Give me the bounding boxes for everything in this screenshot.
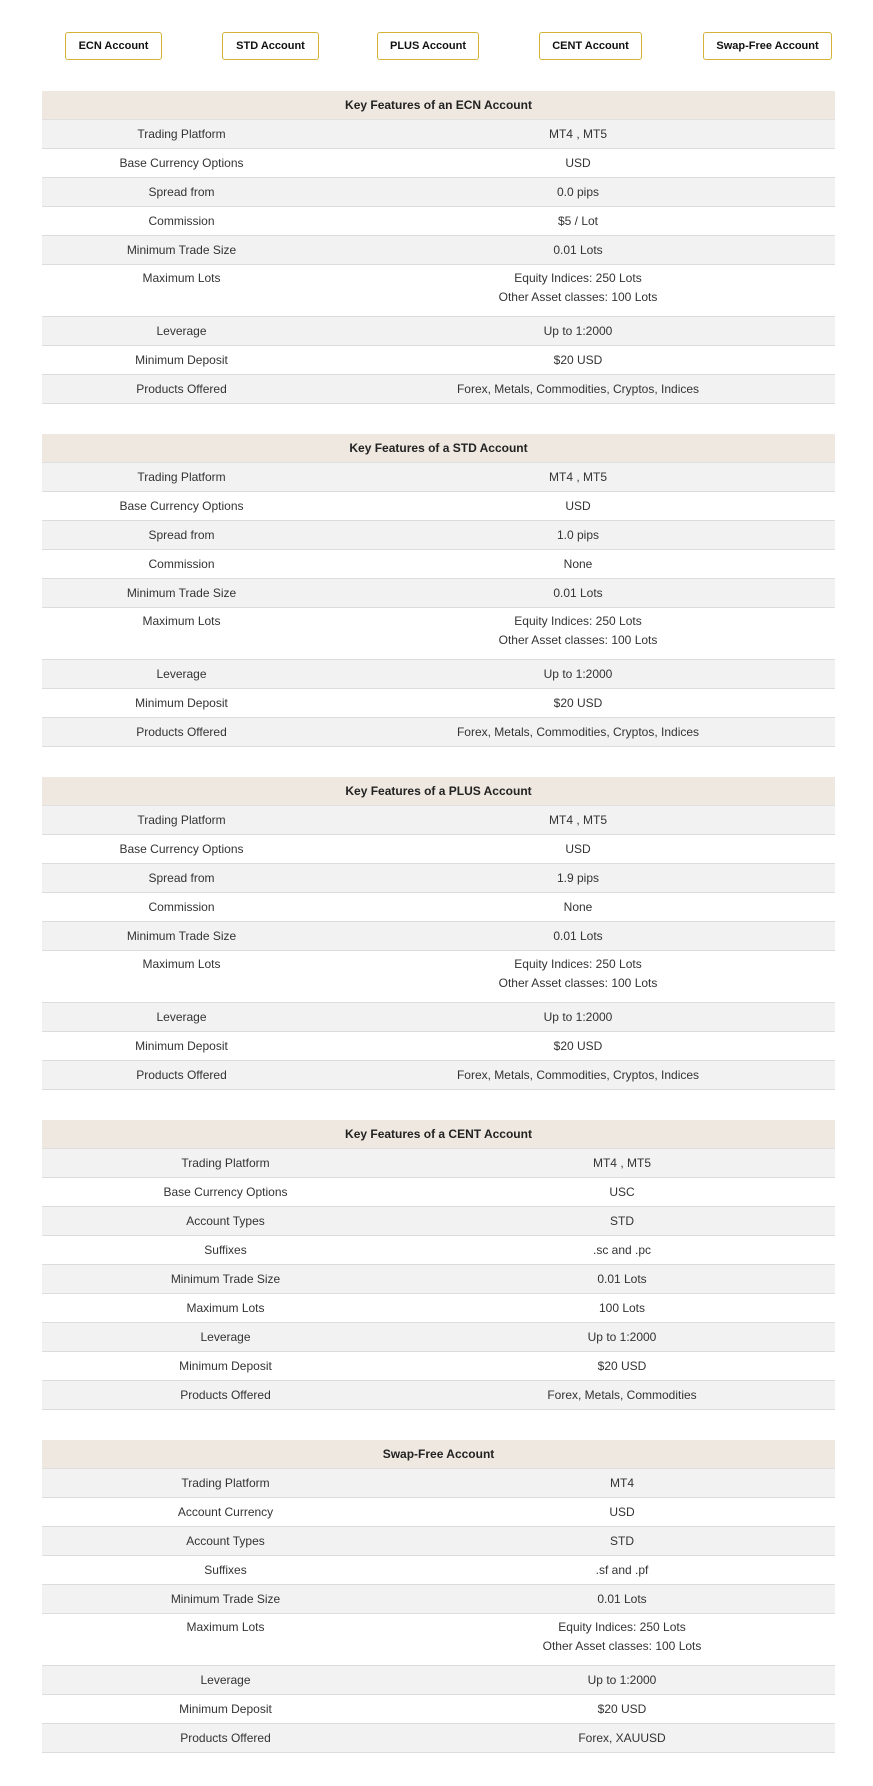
feature-value (321, 149, 835, 178)
feature-label: Minimum Deposit (42, 1352, 409, 1381)
feature-label: Base Currency Options (42, 492, 321, 521)
feature-value-line: Up to 1:2000 (543, 1009, 613, 1024)
table-row (42, 1236, 835, 1265)
tab-std-account[interactable]: STD Account (222, 32, 319, 60)
feature-value-line: MT4 , MT5 (592, 1155, 651, 1170)
std-features-table (42, 434, 835, 747)
feature-label: Maximum Lots (42, 265, 321, 317)
table-row (42, 1556, 835, 1585)
table-row (42, 608, 835, 660)
feature-label: Suffixes (42, 1556, 409, 1585)
feature-label: Minimum Deposit (42, 1695, 409, 1724)
table-title: Key Features of a PLUS Account (42, 777, 835, 806)
feature-label: Leverage (42, 660, 321, 689)
feature-value (409, 1265, 835, 1294)
table-row (42, 1032, 835, 1061)
table-row (42, 922, 835, 951)
feature-value-line: $20 USD (553, 1038, 603, 1053)
feature-value (321, 951, 835, 1003)
feature-value-line: Forex, Metals, Commodities, Cryptos, Indices (456, 1067, 700, 1082)
table-row (42, 835, 835, 864)
feature-value-line: Equity Indices: 250 Lots (514, 614, 642, 628)
feature-label: Minimum Trade Size (42, 1265, 409, 1294)
swap-free-features-table (42, 1440, 835, 1753)
feature-value-line: Up to 1:2000 (543, 666, 613, 681)
feature-value (321, 1061, 835, 1090)
feature-value-line: MT4 (610, 1475, 634, 1490)
feature-value (409, 1724, 835, 1753)
feature-value-line: Forex, Metals, Commodities, Cryptos, Indices (456, 381, 700, 396)
table-row (42, 864, 835, 893)
table-row (42, 207, 835, 236)
feature-value-line: .sc and .pc (592, 1242, 652, 1257)
feature-value (409, 1666, 835, 1695)
table-row (42, 1695, 835, 1724)
feature-value (409, 1178, 835, 1207)
feature-value (321, 1032, 835, 1061)
feature-value-line: $20 USD (597, 1358, 647, 1373)
feature-label: Maximum Lots (42, 1294, 409, 1323)
feature-value (321, 463, 835, 492)
feature-value (409, 1556, 835, 1585)
feature-label: Account Types (42, 1207, 409, 1236)
table-row (42, 1003, 835, 1032)
feature-value-line: Forex, XAUUSD (578, 1730, 666, 1745)
feature-label: Products Offered (42, 718, 321, 747)
table-row (42, 317, 835, 346)
feature-value (321, 346, 835, 375)
feature-value (321, 806, 835, 835)
feature-value-line: Other Asset classes: 100 Lots (498, 633, 658, 647)
table-row (42, 1352, 835, 1381)
table-row (42, 1469, 835, 1498)
feature-label: Products Offered (42, 375, 321, 404)
feature-label: Minimum Deposit (42, 689, 321, 718)
plus-features-table (42, 777, 835, 1090)
feature-value (321, 236, 835, 265)
feature-value (321, 893, 835, 922)
table-title: Key Features of an ECN Account (42, 91, 835, 120)
feature-label: Base Currency Options (42, 149, 321, 178)
feature-value-line: Equity Indices: 250 Lots (514, 957, 642, 971)
feature-value (409, 1614, 835, 1666)
feature-value-line: $5 / Lot (557, 213, 599, 228)
feature-value (409, 1469, 835, 1498)
feature-label: Leverage (42, 1003, 321, 1032)
table-row (42, 1614, 835, 1666)
feature-value-line: 0.01 Lots (597, 1591, 647, 1606)
table-title: Key Features of a CENT Account (42, 1120, 835, 1149)
table-row (42, 492, 835, 521)
feature-value-line: USD (609, 1504, 635, 1519)
table-row (42, 1498, 835, 1527)
feature-value-line: 100 Lots (598, 1300, 646, 1315)
feature-label: Minimum Deposit (42, 1032, 321, 1061)
feature-value (321, 864, 835, 893)
tab-swap-free-account[interactable]: Swap-Free Account (703, 32, 832, 60)
feature-value-line: Equity Indices: 250 Lots (558, 1620, 686, 1634)
table-row (42, 149, 835, 178)
feature-value (321, 317, 835, 346)
table-row (42, 265, 835, 317)
feature-label: Products Offered (42, 1381, 409, 1410)
feature-label: Products Offered (42, 1724, 409, 1753)
feature-label: Trading Platform (42, 806, 321, 835)
feature-value-line: .sf and .pf (595, 1562, 649, 1577)
feature-value-line: MT4 , MT5 (548, 126, 607, 141)
feature-value-line: MT4 , MT5 (549, 469, 608, 484)
table-row (42, 1207, 835, 1236)
feature-value-line: USD (565, 841, 591, 856)
feature-value (409, 1585, 835, 1614)
table-row (42, 1149, 835, 1178)
feature-value (409, 1498, 835, 1527)
table-row (42, 718, 835, 747)
table-row (42, 1178, 835, 1207)
feature-value (409, 1207, 835, 1236)
feature-label: Trading Platform (42, 463, 321, 492)
table-row (42, 236, 835, 265)
feature-value (321, 521, 835, 550)
feature-value-line: 0.01 Lots (553, 928, 603, 943)
feature-label: Commission (42, 207, 321, 236)
table-title: Swap-Free Account (42, 1440, 835, 1469)
feature-value-line: 0.01 Lots (553, 242, 603, 257)
feature-value-line: Up to 1:2000 (587, 1329, 657, 1344)
feature-value (321, 265, 835, 317)
table-row (42, 1323, 835, 1352)
table-row (42, 689, 835, 718)
table-row (42, 1061, 835, 1090)
feature-value-line: 1.0 pips (556, 527, 600, 542)
table-row (42, 521, 835, 550)
tab-ecn-account[interactable]: ECN Account (65, 32, 162, 60)
feature-value-line: Up to 1:2000 (543, 323, 613, 338)
feature-label: Maximum Lots (42, 951, 321, 1003)
feature-label: Minimum Trade Size (42, 922, 321, 951)
table-row (42, 1381, 835, 1410)
feature-label: Maximum Lots (42, 608, 321, 660)
feature-value-line: $20 USD (597, 1701, 647, 1716)
feature-value-line: $20 USD (553, 352, 603, 367)
table-row (42, 1265, 835, 1294)
feature-value-line: STD (610, 1533, 634, 1548)
feature-value (321, 579, 835, 608)
feature-value (409, 1149, 835, 1178)
feature-label: Trading Platform (42, 120, 321, 149)
table-row (42, 893, 835, 922)
table-row (42, 579, 835, 608)
feature-value-line: 0.01 Lots (597, 1271, 647, 1286)
feature-value-line: Other Asset classes: 100 Lots (542, 1639, 702, 1653)
feature-value (321, 1003, 835, 1032)
feature-value-line: Equity Indices: 250 Lots (514, 271, 642, 285)
table-row (42, 806, 835, 835)
table-row (42, 375, 835, 404)
table-row (42, 1666, 835, 1695)
feature-value (321, 608, 835, 660)
feature-value-line: USD (565, 498, 591, 513)
feature-value (321, 207, 835, 236)
table-row (42, 178, 835, 207)
table-row (42, 1294, 835, 1323)
feature-value (409, 1352, 835, 1381)
feature-label: Leverage (42, 1666, 409, 1695)
feature-label: Leverage (42, 1323, 409, 1352)
feature-value (321, 835, 835, 864)
table-title: Key Features of a STD Account (42, 434, 835, 463)
feature-value-line: 0.01 Lots (553, 585, 603, 600)
feature-value-line: MT4 , MT5 (549, 812, 608, 827)
feature-label: Trading Platform (42, 1469, 409, 1498)
feature-label: Base Currency Options (42, 1178, 409, 1207)
feature-value (409, 1527, 835, 1556)
feature-label: Products Offered (42, 1061, 321, 1090)
feature-value (409, 1381, 835, 1410)
feature-value (409, 1294, 835, 1323)
feature-label: Spread from (42, 521, 321, 550)
feature-value-line: Forex, Metals, Commodities (547, 1387, 697, 1402)
feature-label: Commission (42, 893, 321, 922)
tab-plus-account[interactable]: PLUS Account (377, 32, 479, 60)
feature-label: Minimum Trade Size (42, 579, 321, 608)
feature-value (321, 178, 835, 207)
feature-value-line: None (563, 556, 593, 571)
account-tabs (0, 0, 873, 90)
feature-label: Account Currency (42, 1498, 409, 1527)
table-row (42, 550, 835, 579)
feature-value-line: USD (565, 155, 591, 170)
feature-label: Minimum Trade Size (42, 236, 321, 265)
feature-value-line: Forex, Metals, Commodities, Cryptos, Indices (456, 724, 700, 739)
table-row (42, 1527, 835, 1556)
ecn-features-table (42, 91, 835, 404)
tab-cent-account[interactable]: CENT Account (539, 32, 642, 60)
feature-value (321, 492, 835, 521)
feature-value-line: Other Asset classes: 100 Lots (498, 976, 658, 990)
table-row (42, 951, 835, 1003)
feature-label: Minimum Deposit (42, 346, 321, 375)
feature-value-line: $20 USD (553, 695, 603, 710)
feature-value-line: None (563, 899, 593, 914)
feature-label: Commission (42, 550, 321, 579)
table-row (42, 346, 835, 375)
feature-label: Maximum Lots (42, 1614, 409, 1666)
feature-label: Minimum Trade Size (42, 1585, 409, 1614)
cent-features-table (42, 1120, 835, 1410)
table-row (42, 1724, 835, 1753)
feature-value (321, 718, 835, 747)
feature-value (321, 689, 835, 718)
feature-label: Suffixes (42, 1236, 409, 1265)
feature-value (321, 120, 835, 149)
feature-label: Account Types (42, 1527, 409, 1556)
feature-value-line: 1.9 pips (556, 870, 600, 885)
feature-value (409, 1695, 835, 1724)
feature-value-line: USC (609, 1184, 635, 1199)
feature-value (321, 550, 835, 579)
feature-value (321, 375, 835, 404)
table-row (42, 463, 835, 492)
table-row (42, 660, 835, 689)
feature-value (409, 1323, 835, 1352)
feature-label: Base Currency Options (42, 835, 321, 864)
table-row (42, 120, 835, 149)
feature-label: Leverage (42, 317, 321, 346)
feature-value (321, 660, 835, 689)
feature-value-line: 0.0 pips (556, 184, 600, 199)
feature-label: Spread from (42, 864, 321, 893)
feature-label: Trading Platform (42, 1149, 409, 1178)
feature-label: Spread from (42, 178, 321, 207)
table-row (42, 1585, 835, 1614)
account-feature-tables (42, 91, 835, 1783)
feature-value-line: Up to 1:2000 (587, 1672, 657, 1687)
feature-value-line: STD (610, 1213, 634, 1228)
feature-value (321, 922, 835, 951)
feature-value-line: Other Asset classes: 100 Lots (498, 290, 658, 304)
feature-value (409, 1236, 835, 1265)
